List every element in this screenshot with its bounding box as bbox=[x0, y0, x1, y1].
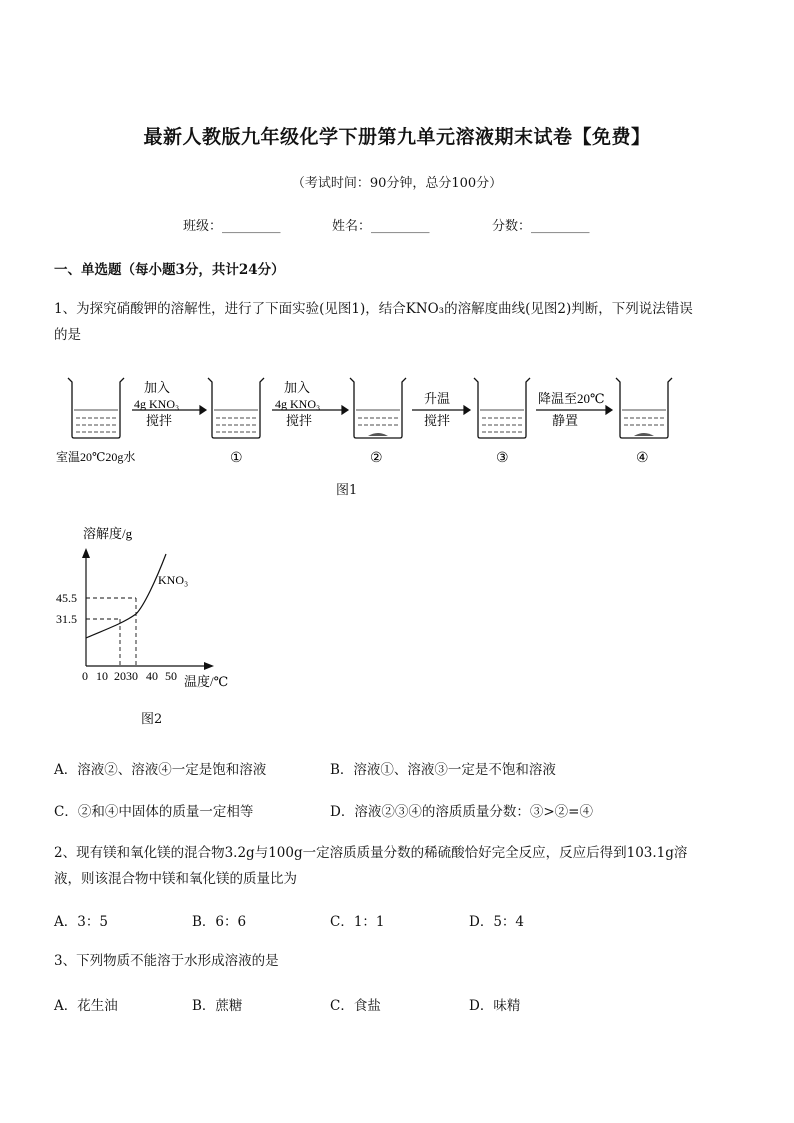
q3-option-d[interactable]: D．味精 bbox=[469, 998, 521, 1014]
q2-option-a[interactable]: A．3：5 bbox=[54, 914, 108, 930]
x-tick-10: 10 bbox=[96, 669, 108, 683]
y-tick-31-5: 31.5 bbox=[56, 612, 77, 626]
step4-bot-label: 静置 bbox=[552, 413, 579, 428]
beaker-4-label: ④ bbox=[636, 451, 649, 466]
step1-top-label: 加入 bbox=[144, 380, 171, 395]
step2-top-label: 加入 bbox=[284, 380, 311, 395]
beaker-2 bbox=[350, 378, 406, 438]
y-axis-arrow bbox=[82, 548, 90, 558]
figure-1-caption: 图1 bbox=[336, 483, 358, 498]
figure-2-caption: 图2 bbox=[141, 712, 163, 727]
step3-bot-label: 搅拌 bbox=[424, 413, 451, 428]
x-axis-label: 温度/℃ bbox=[184, 674, 229, 689]
q3-option-b[interactable]: B．蔗糖 bbox=[192, 998, 243, 1014]
beaker-4 bbox=[616, 378, 672, 438]
x-tick-20-30: 2030 bbox=[114, 669, 138, 683]
kno3-curve bbox=[86, 554, 166, 638]
figure-2-solubility-chart bbox=[50, 520, 250, 695]
question-2-line2: 液，则该混合物中镁和氧化镁的质量比为 bbox=[54, 871, 297, 887]
x-tick-0: 0 bbox=[82, 669, 88, 683]
beaker-2-label: ② bbox=[370, 451, 383, 466]
score-field: 分数：_________ bbox=[492, 219, 590, 234]
q1-option-d[interactable]: D．溶液②③④的溶质质量分数：③>②=④ bbox=[330, 804, 593, 820]
step3-top-label: 升温 bbox=[424, 391, 451, 406]
beaker-1 bbox=[208, 378, 264, 438]
beaker-3 bbox=[474, 378, 530, 438]
y-tick-45-5: 45.5 bbox=[56, 591, 77, 605]
x-axis-arrow bbox=[204, 662, 214, 670]
beaker-3-label: ③ bbox=[496, 451, 509, 466]
q1-option-b[interactable]: B．溶液①、溶液③一定是不饱和溶液 bbox=[330, 762, 556, 778]
step4-top-label: 降温至20℃ bbox=[538, 391, 605, 406]
step1-mid-label: 4g KNO₃ bbox=[134, 397, 180, 411]
start-label: 室温20℃20g水 bbox=[56, 450, 136, 464]
q2-option-c[interactable]: C．1：1 bbox=[330, 914, 385, 930]
x-tick-40: 40 bbox=[146, 669, 158, 683]
figure-1-beakers bbox=[50, 370, 690, 470]
question-1-line1: 1、为探究硝酸钾的溶解性，进行了下面实验(见图1)，结合KNO₃的溶解度曲线(见图2)判断，下列说法错误 bbox=[54, 301, 693, 317]
beaker-1-label: ① bbox=[230, 451, 243, 466]
y-axis-label: 溶解度/g bbox=[83, 526, 133, 541]
q2-option-b[interactable]: B．6：6 bbox=[192, 914, 247, 930]
step2-bot-label: 搅拌 bbox=[286, 413, 313, 428]
class-field: 班级：_________ bbox=[183, 219, 281, 234]
q3-option-a[interactable]: A．花生油 bbox=[54, 998, 118, 1014]
question-1-line2: 的是 bbox=[54, 327, 81, 343]
q1-option-c[interactable]: C．②和④中固体的质量一定相等 bbox=[54, 804, 254, 820]
page-title: 最新人教版九年级化学下册第九单元溶液期末试卷【免费】 bbox=[143, 126, 651, 148]
question-3: 3、下列物质不能溶于水形成溶液的是 bbox=[54, 953, 279, 969]
curve-label: KNO₃ bbox=[158, 573, 189, 587]
section-heading: 一、单选题（每小题3分，共计24分） bbox=[54, 262, 285, 278]
step2-mid-label: 4g KNO₃ bbox=[275, 397, 321, 411]
q2-option-d[interactable]: D．5：4 bbox=[469, 914, 525, 930]
q3-option-c[interactable]: C．食盐 bbox=[330, 998, 381, 1014]
exam-subtitle: （考试时间：90分钟，总分100分） bbox=[291, 176, 503, 191]
x-tick-50: 50 bbox=[165, 669, 177, 683]
question-2-line1: 2、现有镁和氧化镁的混合物3.2g与100g一定溶质质量分数的稀硫酸恰好完全反应，反应后得到103.1g溶 bbox=[54, 845, 688, 861]
q1-option-a[interactable]: A．溶液②、溶液④一定是饱和溶液 bbox=[54, 762, 267, 778]
step1-bot-label: 搅拌 bbox=[146, 413, 173, 428]
beaker-start bbox=[68, 378, 124, 438]
name-field: 姓名：_________ bbox=[332, 219, 430, 234]
